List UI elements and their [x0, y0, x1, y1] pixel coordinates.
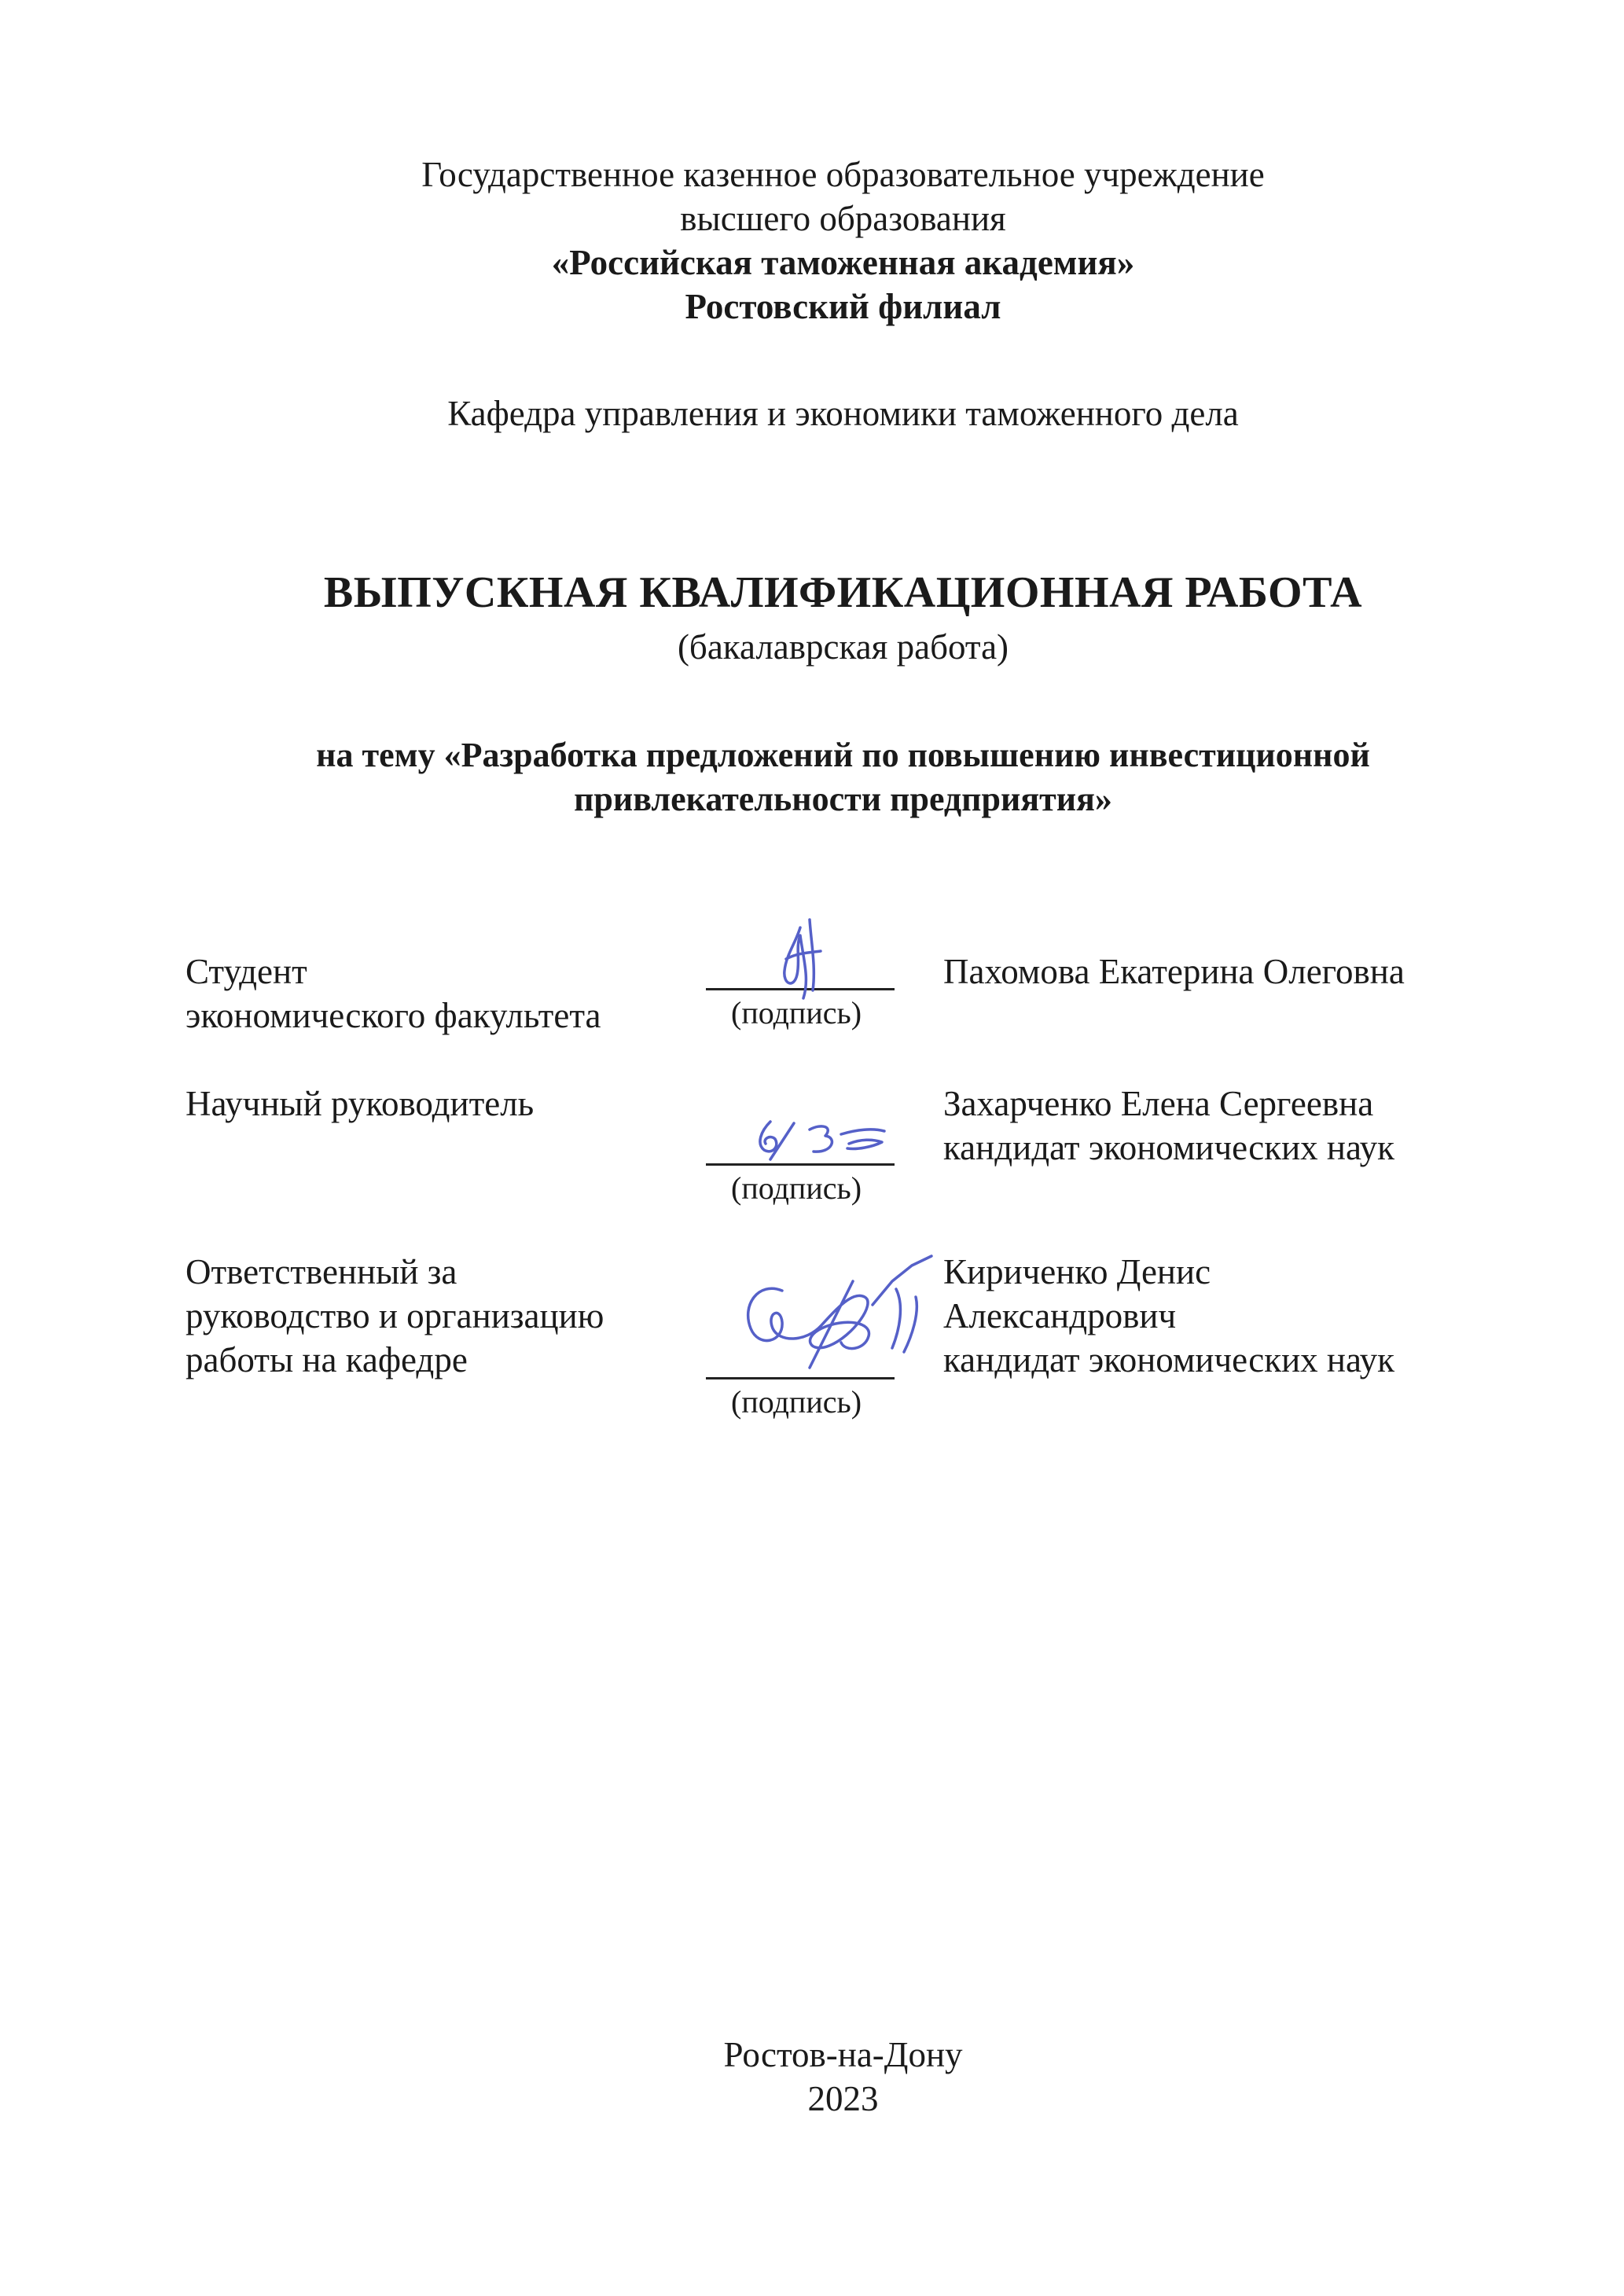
topic-line-1: на тему «Разработка предложений по повышению инвестиционной [316, 736, 1370, 774]
responsible-signature-caption: (подпись) [731, 1384, 862, 1420]
supervisor-name: Захарченко Елена Сергеевна [943, 1084, 1374, 1123]
responsible-role-line-1: Ответственный за [186, 1252, 457, 1291]
student-role-line-2: экономического факультета [186, 996, 601, 1035]
responsible-degree: кандидат экономических наук [943, 1340, 1395, 1379]
institution-line-1: Государственное казенное образовательное учреждение [421, 155, 1265, 194]
student-name: Пахомова Екатерина Олеговна [943, 952, 1405, 991]
academy-name: «Российская таможенная академия» [551, 243, 1135, 282]
topic-line-2: привлекательности предприятия» [574, 780, 1112, 818]
department-name: Кафедра управления и экономики таможенного дела [447, 394, 1239, 433]
supervisor-degree: кандидат экономических наук [943, 1128, 1395, 1167]
document-subtitle: (бакалаврская работа) [677, 627, 1009, 667]
document-title: ВЫПУСКНАЯ КВАЛИФИКАЦИОННАЯ РАБОТА [323, 568, 1363, 617]
supervisor-signature [747, 1112, 896, 1167]
student-signature [755, 912, 841, 1006]
responsible-name-line-2: Александрович [943, 1296, 1177, 1335]
responsible-name-line-1: Кириченко Денис [943, 1252, 1211, 1291]
branch-name: Ростовский филиал [685, 287, 1001, 326]
student-role-line-1: Студент [186, 952, 307, 991]
student-signature-caption: (подпись) [731, 995, 862, 1030]
year: 2023 [807, 2079, 879, 2118]
institution-line-2: высшего образования [680, 199, 1006, 238]
supervisor-role: Научный руководитель [186, 1084, 535, 1123]
supervisor-signature-caption: (подпись) [731, 1170, 862, 1206]
responsible-role-line-3: работы на кафедре [186, 1340, 468, 1379]
responsible-role-line-2: руководство и организацию [186, 1296, 604, 1335]
city: Ростов-на-Дону [723, 2035, 963, 2074]
responsible-signature [735, 1250, 947, 1383]
